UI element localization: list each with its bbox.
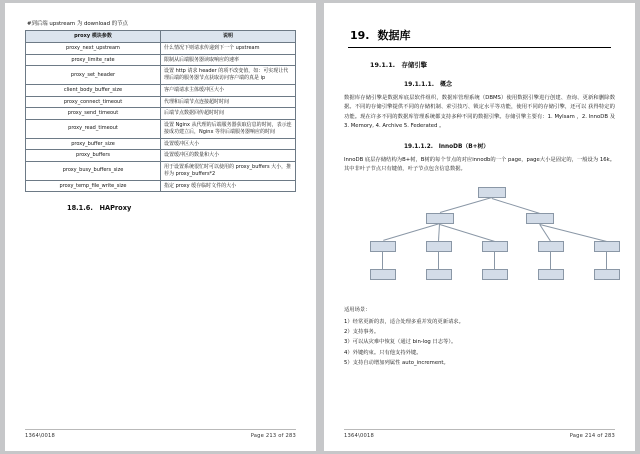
table-row (26, 180, 296, 192)
section-heading-haproxy: 18.1.6. HAProxy (67, 204, 132, 213)
chapter-divider (348, 47, 611, 48)
table-header-cell-desc: 说明 (161, 31, 296, 43)
table-row (26, 138, 296, 150)
cell-desc: 设置 http 请求 header 的项不改变值，如：可实现让代理后端的服务器节点获取访问客户端的真是 ip (161, 66, 296, 85)
cell-param: client_body_buffer_size (26, 84, 161, 96)
btree-edge (383, 223, 440, 241)
table-row (26, 162, 296, 181)
table-header-row (26, 31, 296, 43)
heading-storage-engine: 19.1.1. 存储引擎 (370, 61, 428, 69)
list-item: 4）外键约束。只有他支持外键。 (344, 349, 422, 356)
page-footer-left (25, 433, 296, 439)
chapter-title: 数据库 (377, 29, 411, 42)
table-row (26, 84, 296, 96)
cell-desc: 用于设置系统很忙时可以使用的 proxy_buffers 大小，推荐为 proxy_buffers*2 (161, 162, 296, 181)
list-item: 1）经常更新的表，适合处理多重并发的更新请求。 (344, 318, 464, 325)
heading-concept: 19.1.1.1. 概念 (404, 81, 452, 88)
btree-node (370, 269, 396, 280)
cell-desc: 设置缓冲区大小 (161, 138, 296, 150)
cell-desc: 指定 proxy 缓存临时文件的大小 (161, 180, 296, 192)
btree-node (426, 213, 454, 224)
footer-doc-id: 1364\0018 (25, 433, 55, 439)
proxy-parameters-table (25, 30, 296, 192)
btree-diagram (350, 185, 609, 297)
cell-param: proxy_send_timeout (26, 108, 161, 120)
cell-desc: 代理和后端节点连接超时时间 (161, 96, 296, 108)
btree-node (426, 269, 452, 280)
table-row (26, 54, 296, 66)
btree-edge (550, 252, 551, 269)
cell-desc: 什么情况下则请求传递到下一个 upstream (161, 42, 296, 54)
cell-desc: 客户端请求主体缓冲区大小 (161, 84, 296, 96)
btree-edge (494, 252, 495, 269)
table-caption: #到后端 upstream 为 download 的节点 (27, 21, 128, 27)
footer-page-number: Page 214 of 283 (569, 433, 615, 439)
btree-edge (438, 224, 440, 241)
chapter-number: 19. (350, 29, 370, 42)
btree-node (370, 241, 396, 252)
cell-param: proxy_busy_buffers_size (26, 162, 161, 181)
cell-param: proxy_buffer_size (26, 138, 161, 150)
applies-list (344, 317, 615, 369)
btree-edge (382, 252, 383, 269)
cell-param: proxy_buffers (26, 150, 161, 162)
cell-param: proxy_next_upstream (26, 42, 161, 54)
btree-node (594, 269, 620, 280)
page-footer-right (344, 433, 615, 439)
btree-edge (440, 224, 495, 242)
list-item: 5）支持自动增加列属性 auto_increment。 (344, 359, 449, 366)
table-header-cell-param: proxy 模块参数 (26, 31, 161, 43)
cell-param: proxy_read_timeout (26, 120, 161, 139)
paragraph-innodb: InnoDB 底层存储结构为B+树，B树的每个节点的对应innodb的一个 page，page大小是固定的，一般设为 16k。其中非叶子节点只有键值，叶子节点包含信息数据。 (344, 157, 615, 173)
footer-page-number: Page 213 of 283 (250, 433, 296, 439)
list-item: 3）可以从灾难中恢复（通过 bin-log 日志等）。 (344, 339, 457, 346)
footer-doc-id: 1364\0018 (344, 433, 374, 439)
table-row (26, 42, 296, 54)
cell-desc: 后端节点数据回传超时时间 (161, 108, 296, 120)
page-right (324, 3, 635, 451)
paragraph-storage-engine: 数据库存储引擎是数据库底层软件组织，数据库管理系统（DBMS）使用数据引擎进行创建、查询、更新和删除数据。不同的存储引擎提供不同的存储机制、索引技巧、锁定水平等功能，使用不同的存储引擎，还可以 获得特定的功能。现在许多不同的数据库管理系统都支持多种不同的数据引擎。存储引擎主要有：1. Mylsam ，2. InnoDB 及 3. Memory, 4. Archive 5. Federated 。 (344, 95, 615, 129)
table-row (26, 108, 296, 120)
cell-desc: 限制从后端服务器读取响应的速率 (161, 54, 296, 66)
btree-node (426, 241, 452, 252)
applies-lead: 适用场景： (344, 306, 371, 313)
table-row (26, 96, 296, 108)
heading-innodb: 19.1.1.2. InnoDB（B+树） (404, 144, 490, 151)
btree-edge (440, 197, 492, 213)
cell-desc: 设置缓冲区的数量和大小 (161, 150, 296, 162)
table-row (26, 150, 296, 162)
list-item: 2）支持事务。 (344, 328, 380, 335)
table-row (26, 66, 296, 85)
btree-node (538, 241, 564, 252)
table-row (26, 120, 296, 139)
btree-node (482, 269, 508, 280)
btree-node (482, 241, 508, 252)
btree-node (478, 187, 506, 198)
btree-node (526, 213, 554, 224)
btree-edge (492, 198, 540, 214)
btree-node (538, 269, 564, 280)
cell-desc: 设置 Nginx 从代理的后端服务器获取信息的时间，表示连接成功建立后，Nginx 等待后端服务器响应的时间 (161, 120, 296, 139)
cell-param: proxy_connect_timeout (26, 96, 161, 108)
chapter-heading (350, 27, 615, 43)
btree-edge (606, 252, 607, 269)
btree-edge (438, 252, 439, 269)
btree-node (594, 241, 620, 252)
cell-param: proxy_limite_rate (26, 54, 161, 66)
page-left (5, 3, 316, 451)
cell-param: proxy_set_header (26, 66, 161, 85)
cell-param: proxy_temp_file_write_size (26, 180, 161, 192)
